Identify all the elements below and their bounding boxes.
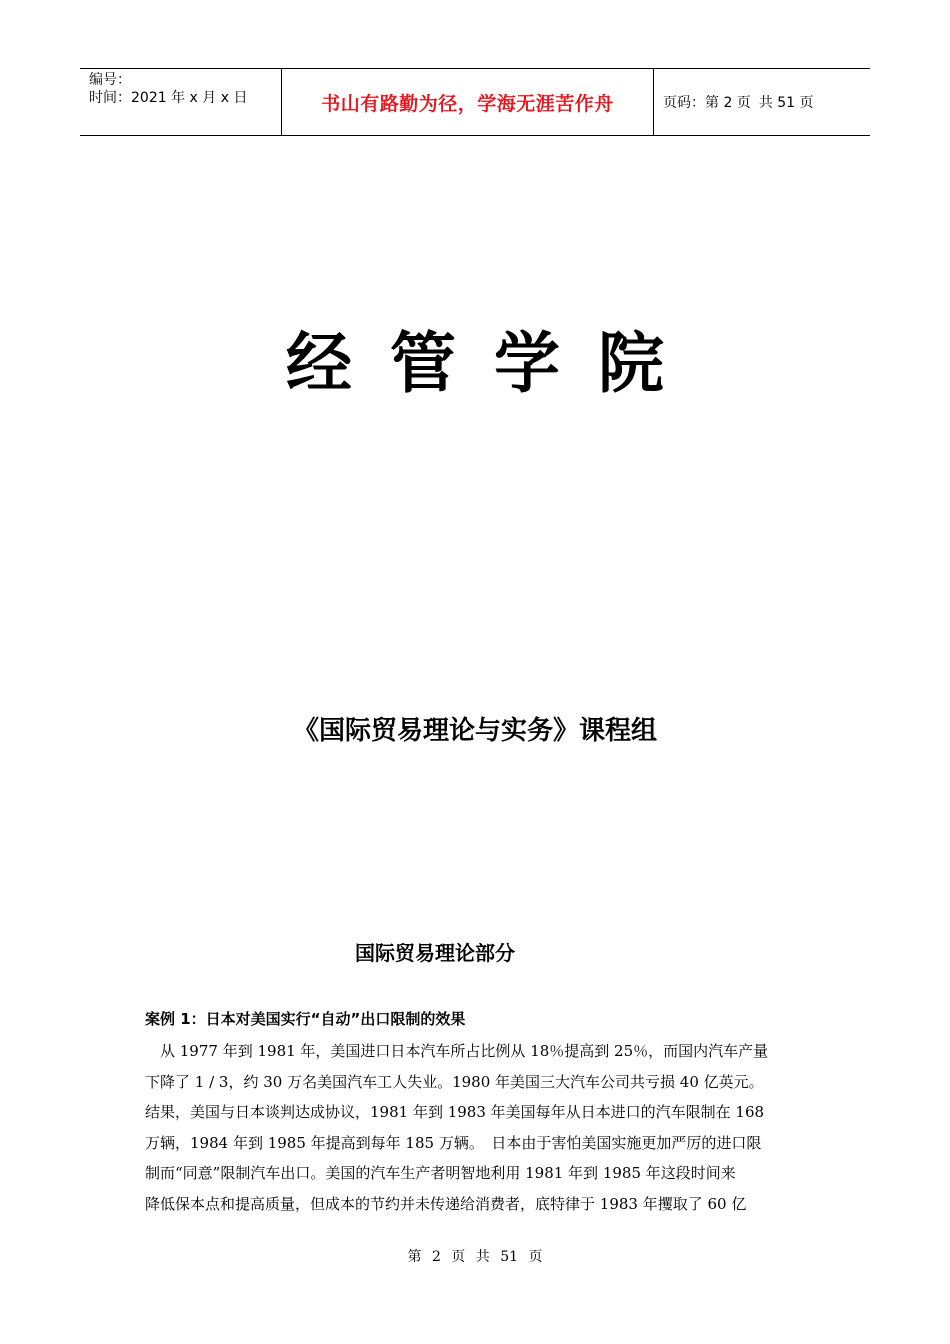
header-page-cell (654, 69, 870, 135)
page-info: 页码：第 2 页 (663, 95, 751, 111)
total-pages-info: 共 51 页 (758, 95, 814, 111)
header-left-cell (80, 69, 281, 135)
header-table (80, 68, 870, 136)
body-line: 降低保本点和提高质量，但成本的节约并未传递给消费者，底特律于 1983 年攫取了 60 亿 (145, 1194, 747, 1213)
motto-text: 书山有路勤为径，学海无涯苦作舟 (321, 92, 614, 115)
section-title: 国际贸易理论部分 (355, 941, 515, 965)
body-line: 万辆，1984 年到 1985 年提高到每年 185 万辆。 日本由于害怕美国实施更加严厉的进口限 (145, 1133, 762, 1152)
course-group-title: 《国际贸易理论与实务》课程组 (292, 716, 657, 746)
header-motto-cell (281, 69, 654, 135)
body-line: 从 1977 年到 1981 年，美国进口日本汽车所占比例从 18％提高到 25％，而国内汽车产量 (145, 1042, 769, 1060)
number-label: 编号： (89, 72, 131, 88)
case-body (145, 1036, 810, 1219)
main-title: 经管学院 (286, 325, 702, 402)
body-line: 结果，美国与日本谈判达成协议，1981 年到 1983 年美国每年从日本进口的汽车限制在 168 (145, 1103, 765, 1121)
body-line: 制而“同意”限制汽车出口。美国的汽车生产者明智地利用 1981 年到 1985 年这段时间来 (145, 1164, 736, 1182)
body-line: 下降了 1 / 3，约 30 万名美国汽车工人失业。1980 年美国三大汽车公司共亏损 40 亿英元。 (145, 1072, 764, 1091)
time-label: 时间：2021 年 x 月 x 日 (89, 90, 248, 106)
page-footer: 第 2 页 共 51 页 (407, 1249, 543, 1265)
case-title: 案例 1：日本对美国实行“自动”出口限制的效果 (145, 1010, 466, 1028)
